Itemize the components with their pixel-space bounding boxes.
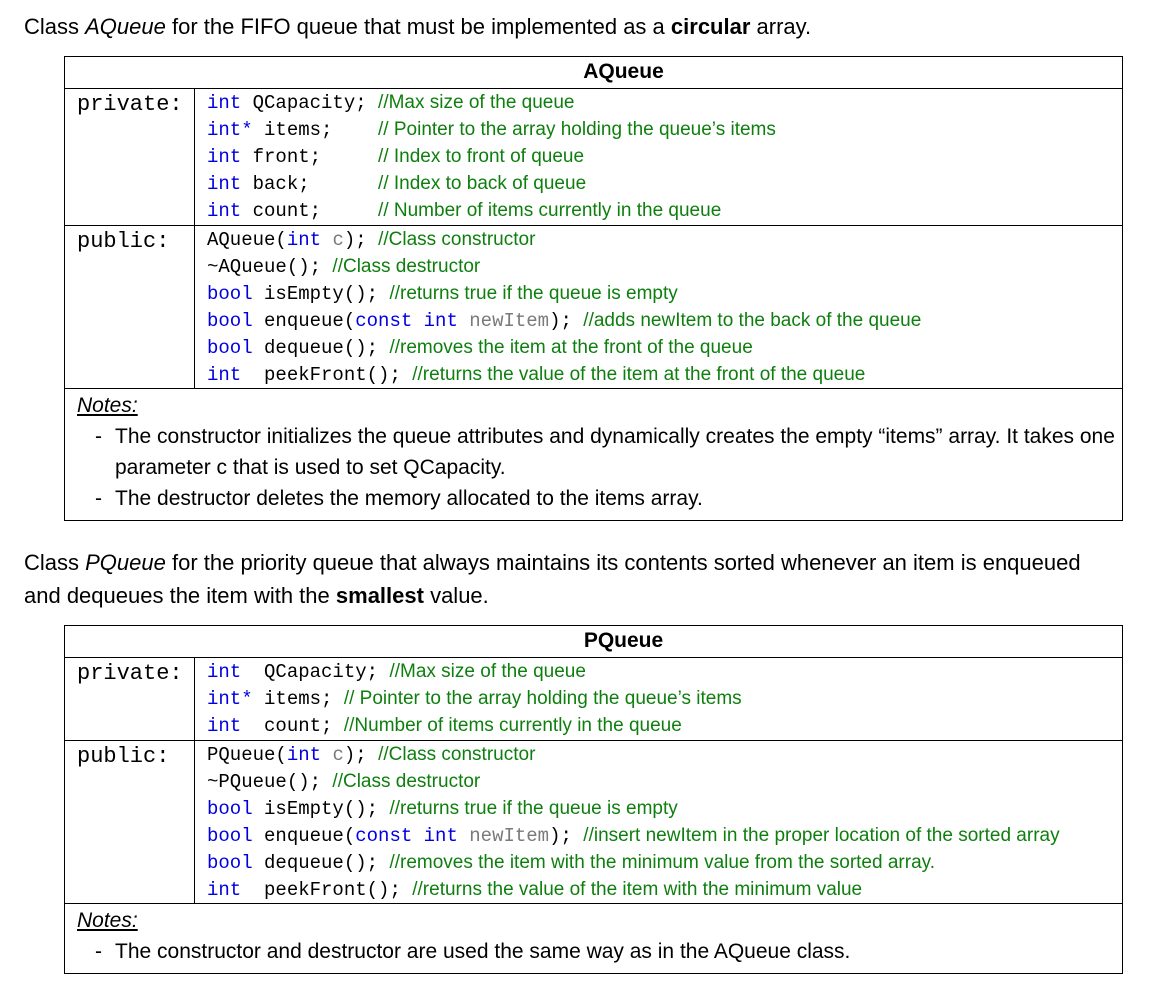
notes-title: Notes: [77,909,138,932]
method-line: AQueue(int c); //Class constructor [207,229,536,251]
notes-section [65,389,1122,520]
public-section [65,741,1122,904]
private-section [65,89,1122,226]
method-line: bool isEmpty(); //returns true if the queue is empty [207,798,678,820]
member-line: int count; // Number of items currently in the queue [207,200,722,222]
intro-text: Class [24,550,86,575]
member-line: int* items; // Pointer to the array holding the queue’s items [207,119,776,141]
method-line: bool isEmpty(); //returns true if the queue is empty [207,283,678,305]
note-item: - The destructor deletes the memory allocated to the items array. [95,487,703,510]
public-members [195,741,1122,903]
member-line: int QCapacity; //Max size of the queue [207,661,586,683]
intro-bold: circular [670,14,751,39]
member-line: int back; // Index to back of queue [207,173,587,195]
method-line: ~PQueue(); //Class destructor [207,771,481,793]
intro-text: for the FIFO queue that must be implemented as a [165,14,671,39]
private-members [195,89,1122,225]
private-label: private: [65,89,195,225]
method-line: bool dequeue(); //removes the item at the front of the queue [207,337,753,359]
public-section [65,226,1122,389]
class-title: PQueue [65,626,1122,658]
method-line: PQueue(int c); //Class constructor [207,744,536,766]
note-item: - The constructor and destructor are used the same way as in the AQueue class. [95,940,851,963]
notes-title: Notes: [77,394,138,417]
class-name: PQueue [85,550,166,575]
pqueue-intro [24,546,1104,612]
member-line: int* items; // Pointer to the array holding the queue’s items [207,688,742,710]
private-section [65,658,1122,741]
method-line: int peekFront(); //returns the value of the item at the front of the queue [207,364,866,386]
aqueue-intro [24,10,811,43]
private-members [195,658,1122,740]
intro-text: array. [750,14,812,39]
member-line: int QCapacity; //Max size of the queue [207,92,575,114]
method-line: ~AQueue(); //Class destructor [207,256,481,278]
aqueue-class-box [64,56,1123,521]
method-line: bool enqueue(const int newItem); //adds newItem to the back of the queue [207,310,922,332]
private-label: private: [65,658,195,740]
public-label: public: [65,226,195,388]
method-line: int peekFront(); //returns the value of the item with the minimum value [207,879,863,901]
intro-text: value. [423,583,489,608]
public-label: public: [65,741,195,903]
class-name: AQueue [85,14,166,39]
public-members [195,226,1122,388]
member-line: int count; //Number of items currently in the queue [207,715,682,737]
note-item: - The constructor initializes the queue attributes and dynamically creates the empty “items” array. It takes one parameter c that is used to set QCapacity. [95,425,1115,479]
method-line: bool enqueue(const int newItem); //insert newItem in the proper location of the sorted array [207,825,1060,847]
class-title: AQueue [65,57,1122,89]
intro-text: for the priority queue that always maintains its contents sorted whenever an item is enqueued and dequeues the item with the [24,550,1081,608]
intro-bold: smallest [335,583,424,608]
pqueue-class-box [64,625,1123,974]
intro-text: Class [24,14,86,39]
notes-section [65,904,1122,973]
member-line: int front; // Index to front of queue [207,146,585,168]
method-line: bool dequeue(); //removes the item with the minimum value from the sorted array. [207,852,936,874]
